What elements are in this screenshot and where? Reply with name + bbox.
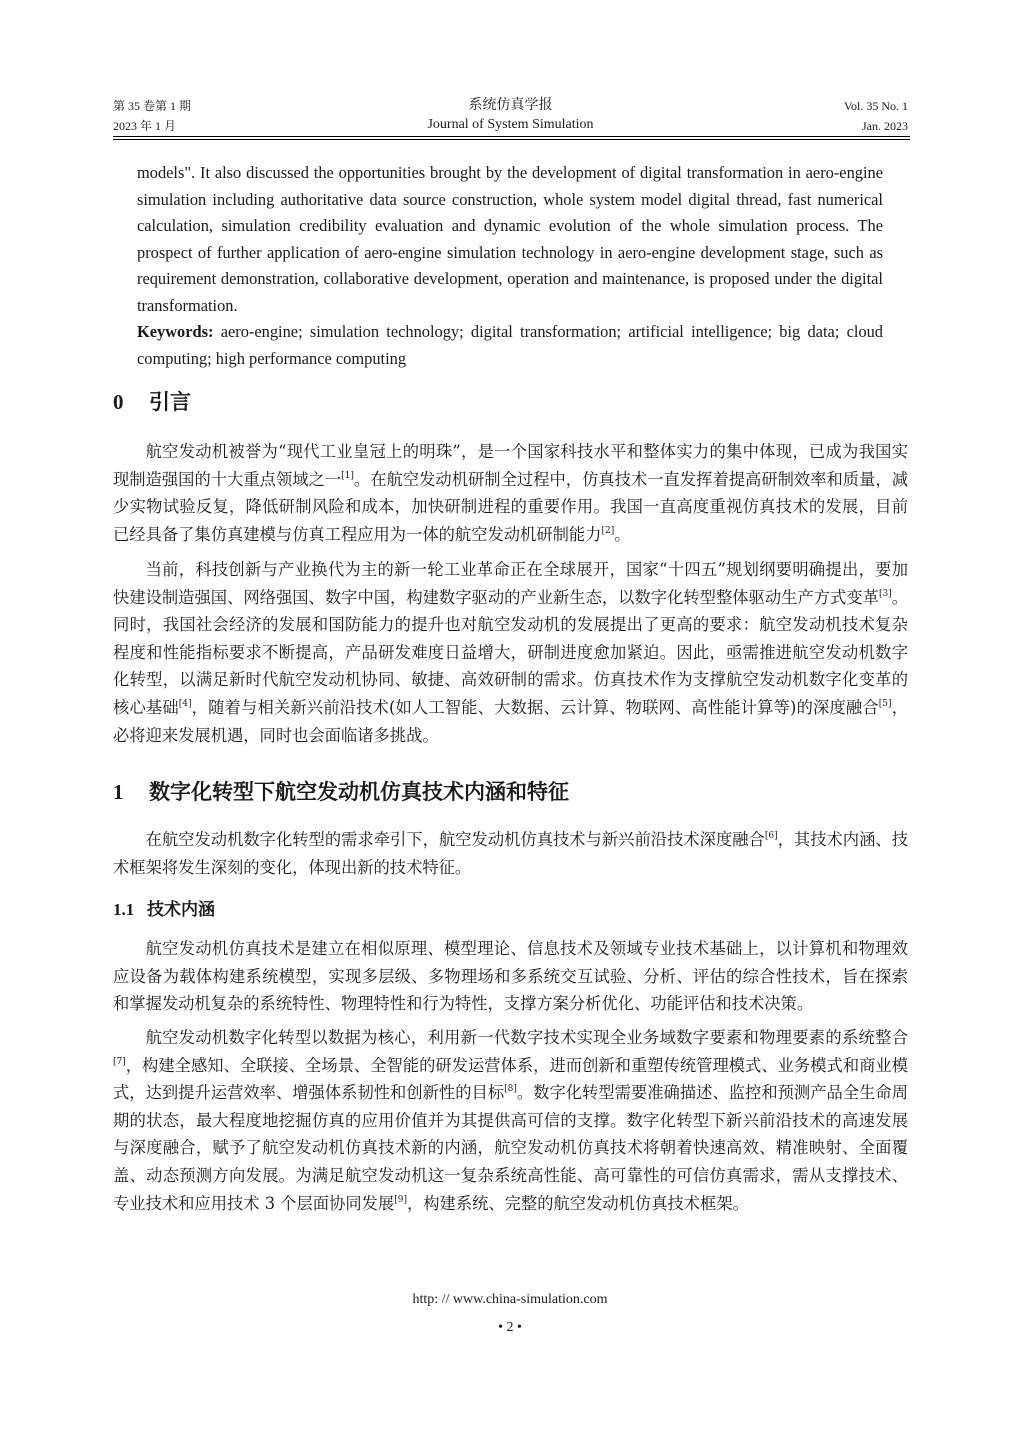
paragraph-text: 当前，科技创新与产业换代为主的新一轮工业革命正在全球展开，国家“十四五”规划纲要明确提出，要加快建设制造强国、网络强国、数字中国，构建数字驱动的产业新生态，以数字化转型整体驱动生产方式变革 bbox=[113, 560, 908, 607]
journal-header bbox=[113, 96, 908, 136]
date-cn: 2023 年 1 月 bbox=[113, 119, 177, 133]
citation[interactable]: [7] bbox=[113, 1056, 126, 1067]
keywords bbox=[137, 319, 883, 372]
paragraph-text: 航空发动机数字化转型以数据为核心，利用新一代数字技术实现全业务域数字要素和物理要素的系统整合 bbox=[145, 1028, 908, 1047]
section-heading-1 bbox=[113, 778, 569, 806]
paragraph-text: 。在航空发动机研制全过程中，仿真技术一直发挥着提高研制效率和质量，减少实物试验反复，降低研制风险和成本，加快研制进程的重要作用。我国一直高度重视仿真技术的发展，目前已经具备了集仿真建模与仿真工程应用为一体的航空发动机研制能力 bbox=[113, 469, 908, 544]
citation[interactable]: [1] bbox=[341, 470, 354, 481]
paragraph-intro-1 bbox=[113, 438, 908, 548]
journal-name-en: Journal of System Simulation bbox=[427, 117, 594, 132]
citation[interactable]: [3] bbox=[878, 588, 892, 599]
citation[interactable]: [9] bbox=[394, 1194, 407, 1205]
paragraph-s1-1 bbox=[113, 826, 908, 881]
volume-cn: 第 35 卷第 1 期 bbox=[113, 99, 192, 113]
paragraph-s11-2 bbox=[113, 1024, 908, 1217]
abstract-block bbox=[137, 160, 883, 372]
citation[interactable]: [8] bbox=[504, 1084, 517, 1095]
paragraph-text: ，随着与相关新兴前沿技术(如人工智能、大数据、云计算、物联网、高性能计算等)的深度融合 bbox=[191, 697, 879, 717]
page-number: • 2 • bbox=[498, 1320, 522, 1335]
section-title: 技术内涵 bbox=[147, 900, 215, 920]
section-number: 1 bbox=[113, 780, 124, 804]
journal-name-cn: 系统仿真学报 bbox=[468, 98, 553, 113]
citation[interactable]: [6] bbox=[764, 831, 778, 841]
section-number: 1.1 bbox=[113, 900, 135, 919]
section-title: 数字化转型下航空发动机仿真技术内涵和特征 bbox=[149, 779, 569, 804]
paragraph-text: ，构建全感知、全联接、全场景、全智能的研发运营体系，进而创新和重塑传统管理模式、业务模式和商业模式，达到提升运营效率、增强体系韧性和创新性的目标 bbox=[113, 1055, 908, 1103]
paragraph-text: 。同时，我国社会经济的发展和国防能力的提升也对航空发动机的发展提出了更高的要求：航空发动机技术复杂程度和性能指标要求不断提高，产品研发难度日益增大，研制进度愈加紧迫。因此，亟需推进航空发动机数字化转型，以满足新时代航空发动机协同、敏捷、高效研制的需求。仿真技术作为支撑航空发动机数字化变革的核心基础 bbox=[113, 587, 908, 717]
paragraph-text: 在航空发动机数字化转型的需求牵引下，航空发动机仿真技术与新兴前沿技术深度融合 bbox=[145, 830, 765, 849]
keywords-label: Keywords: bbox=[137, 322, 214, 341]
header-center bbox=[113, 96, 908, 134]
header-divider bbox=[113, 136, 910, 140]
subsection-heading-1-1 bbox=[113, 898, 215, 922]
citation[interactable]: [2] bbox=[601, 525, 615, 536]
date-en: Jan. 2023 bbox=[862, 119, 908, 133]
section-title: 引言 bbox=[149, 389, 191, 414]
header-right bbox=[844, 96, 908, 136]
paragraph-text: ，其技术内涵、技术框架将发生深刻的变化，体现出新的技术特征。 bbox=[113, 830, 908, 877]
paragraph-text: ，构建系统、完整的航空发动机仿真技术框架。 bbox=[406, 1193, 749, 1213]
abstract-text: models". It also discussed the opportunities brought by the development of digital transformation in aero-engine simulation including authoritative data source construction, whole system model digital thread, fast numerical calculation, simulation credibility evaluation and dynamic evolution of the whole simulation process. The prospect of further application of aero-engine simulation technology in aero-engine development stage, such as requirement demonstration, collaborative development, operation and maintenance, is proposed under the digital transformation. bbox=[137, 163, 883, 315]
paragraph-s11-1 bbox=[113, 935, 908, 1018]
citation[interactable]: [4] bbox=[178, 698, 192, 709]
paragraph-text: 航空发动机仿真技术是建立在相似原理、模型理论、信息技术及领域专业技术基础上，以计算机和物理效应设备为载体构建系统模型，实现多层级、多物理场和多系统交互试验、分析、评估的综合性技术，旨在探索和掌握发动机复杂的系统特性、物理特性和行为特性，支撑方案分析优化、功能评估和技术决策。 bbox=[113, 939, 908, 1014]
paragraph-text: ，必将迎来发展机遇，同时也会面临诸多挑战。 bbox=[113, 697, 908, 745]
paragraph-intro-2 bbox=[113, 556, 908, 749]
section-heading-0 bbox=[113, 388, 191, 416]
paragraph-text: 。 bbox=[614, 524, 631, 544]
paragraph-text: 。数字化转型需要准确描述、监控和预测产品全生命周期的状态，最大程度地挖掘仿真的应用价值并为其提供高可信的支撑。数字化转型下新兴前沿技术的高速发展与深度融合，赋予了航空发动机仿真技术新的内涵，航空发动机仿真技术将朝着快速高效、精准映射、全面覆盖、动态预测方向发展。为满足航空发动机这一复杂系统高性能、高可靠性的可信仿真需求，需从支撑技术、专业技术和应用技术 3 个层面协同发展 bbox=[113, 1083, 908, 1213]
volume-en: Vol. 35 No. 1 bbox=[843, 99, 908, 113]
paragraph-text: 航空发动机被誉为“现代工业皇冠上的明珠”，是一个国家科技水平和整体实力的集中体现，已成为我国实现制造强国的十大重点领域之一 bbox=[113, 442, 908, 489]
footer-url[interactable]: http: // www.china-simulation.com bbox=[412, 1292, 608, 1307]
section-number: 0 bbox=[113, 390, 124, 414]
keywords-text: aero-engine; simulation technology; digital transformation; artificial intelligence; big data; cloud computing; high performance computing bbox=[137, 322, 883, 368]
citation[interactable]: [5] bbox=[878, 698, 892, 709]
